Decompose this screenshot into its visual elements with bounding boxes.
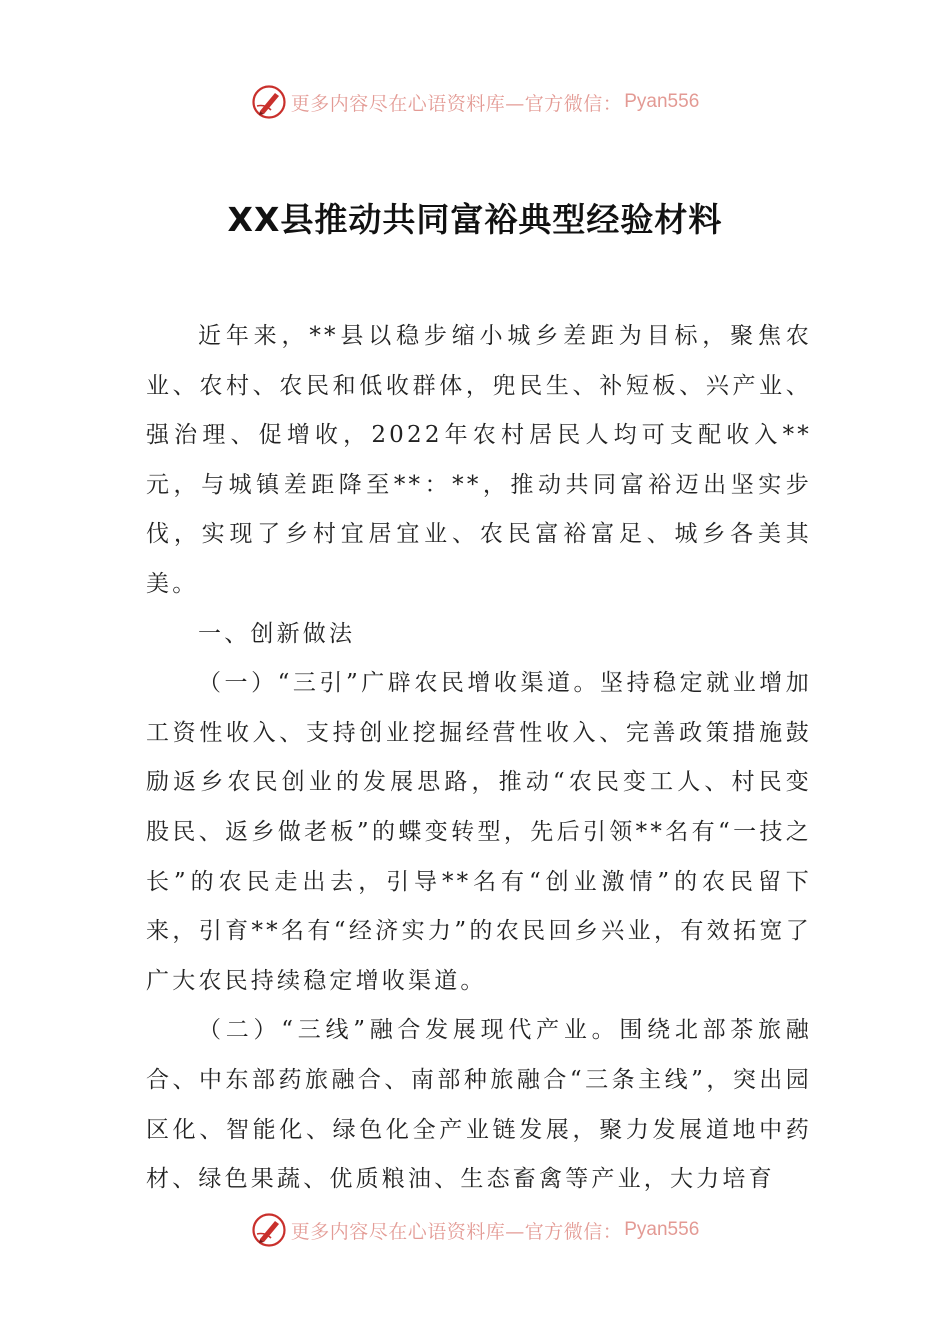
watermark-text: 更多内容尽在心语资料库—官方微信： — [290, 1220, 623, 1243]
intro-paragraph: 近年来，**县以稳步缩小城乡差距为目标，聚焦农业、农村、农民和低收群体，兜民生、补短板、兴产业、强治理、促增收，2022年农村居民人均可支配收入**元，与城镇差距降至**：**，推动共同富裕迈出坚实步伐，实现了乡村宜居宜业、农民富裕富足、城乡各美其美。 — [146, 323, 812, 597]
section-heading: 一、创新做法 — [198, 620, 356, 647]
watermark-wechat-id: Pyan556 — [624, 91, 700, 112]
document-body — [146, 312, 812, 1205]
watermark-text: 更多内容尽在心语资料库—官方微信： — [290, 92, 623, 115]
watermark-banner-bottom — [0, 1208, 950, 1252]
pen-logo-icon — [251, 1212, 287, 1248]
document-title: XX县推动共同富裕典型经验材料 — [227, 200, 723, 240]
watermark-wechat-id: Pyan556 — [624, 1219, 700, 1240]
watermark-banner-top — [0, 80, 950, 124]
pen-logo-icon — [251, 84, 287, 120]
body-paragraph: （二）“三线”融合发展现代产业。围绕北部茶旅融合、中东部药旅融合、南部种旅融合“三条主线”，突出园区化、智能化、绿色化全产业链发展，聚力发展道地中药材、绿色果蔬、优质粮油、生态畜禽等产业，大力培育 — [146, 1017, 812, 1193]
body-paragraph: （一）“三引”广辟农民增收渠道。坚持稳定就业增加工资性收入、支持创业挖掘经营性收入、完善政策措施鼓励返乡农民创业的发展思路，推动“农民变工人、村民变股民、返乡做老板”的蝶变转型，先后引领**名有“一技之长”的农民走出去，引导**名有“创业激情”的农民留下来，引育**名有“经济实力”的农民回乡兴业，有效拓宽了广大农民持续稳定增收渠道。 — [146, 670, 812, 994]
